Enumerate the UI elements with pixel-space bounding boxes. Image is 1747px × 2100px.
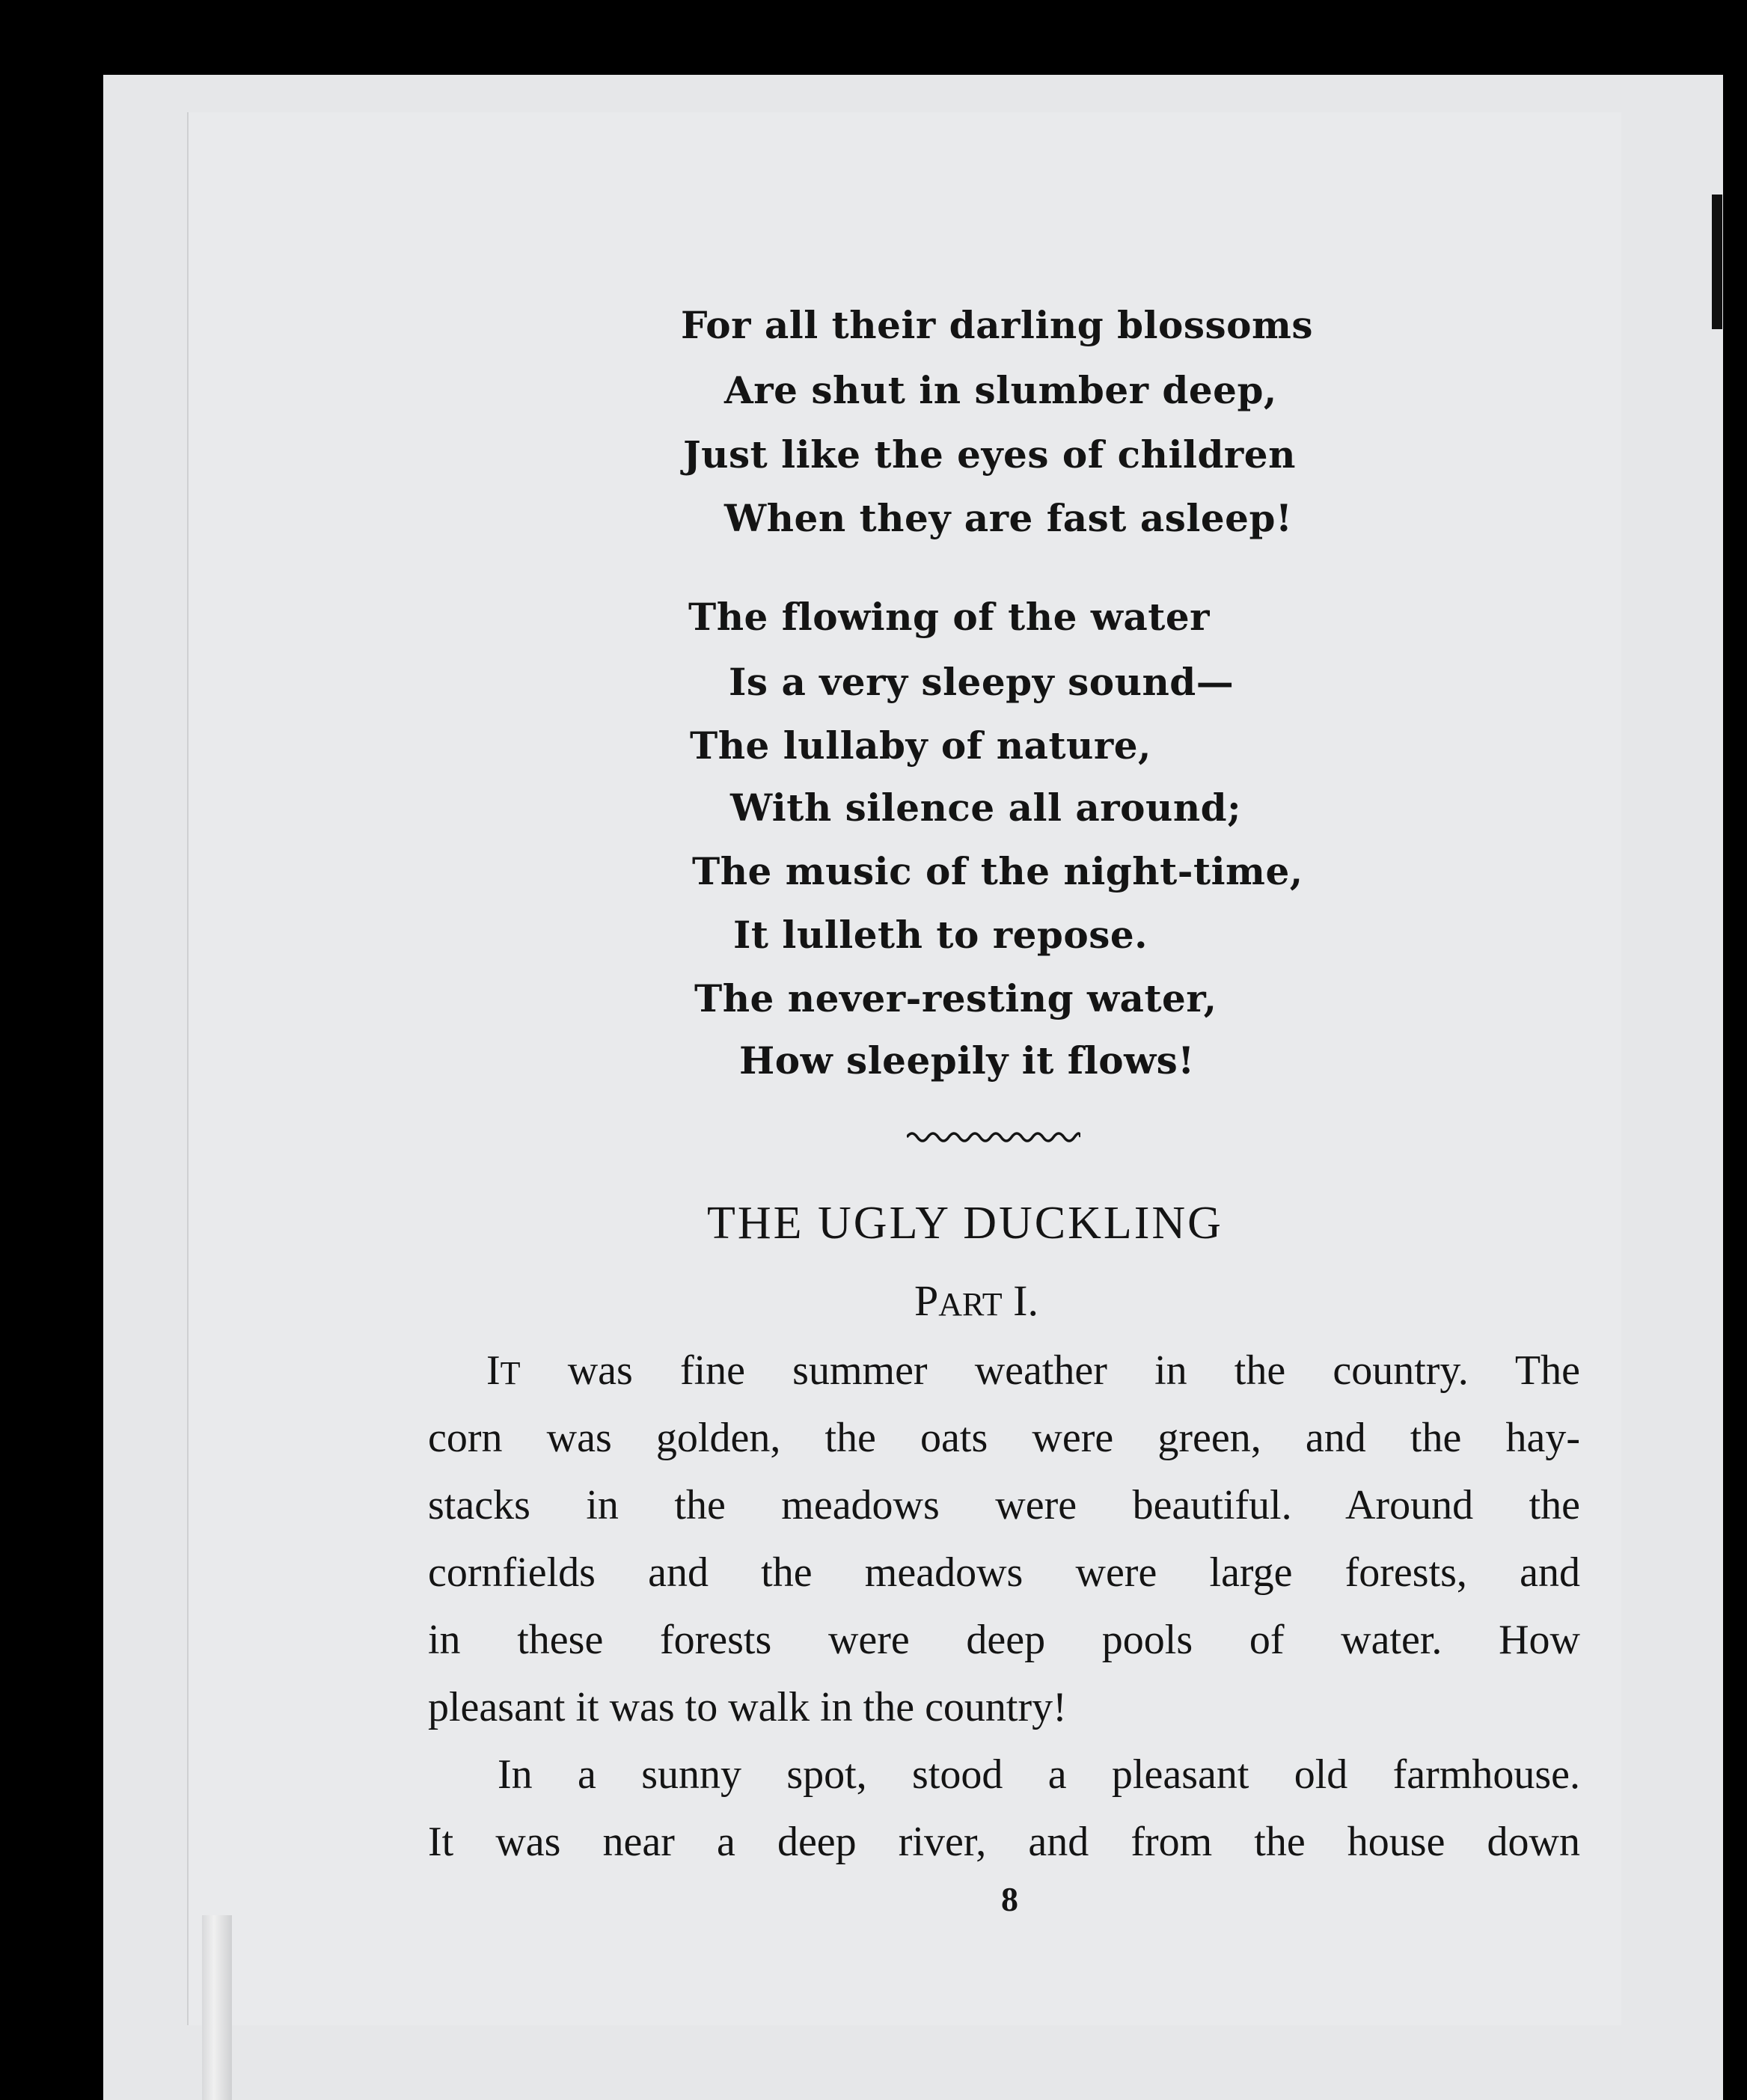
poem-line: Is a very sleepy sound—	[729, 660, 1234, 704]
poem-line: It lulleth to repose.	[733, 913, 1148, 957]
poem-line: Just like the eyes of children	[683, 432, 1296, 477]
poem-line: With silence all around;	[730, 786, 1242, 830]
paragraph-line: in these forests were deep pools of water. How	[428, 1617, 1580, 1663]
paragraph-line: IT was fine summer weather in the country. The	[486, 1347, 1580, 1394]
paragraph-line: pleasant it was to walk in the country!	[428, 1684, 1067, 1730]
page-edge	[202, 1915, 232, 2100]
story-title: THE UGLY DUCKLING	[707, 1198, 1223, 1249]
paragraph-line: stacks in the meadows were beautiful. Around the	[428, 1482, 1580, 1528]
poem-line: When they are fast asleep!	[724, 496, 1293, 540]
paragraph-line: corn was golden, the oats were green, and the hay-	[428, 1415, 1580, 1461]
poem-line: Are shut in slumber deep,	[724, 368, 1277, 412]
paragraph-line: It was near a deep river, and from the house down	[428, 1819, 1580, 1865]
paragraph-line: In a sunny spot, stood a pleasant old farmhouse.	[498, 1751, 1580, 1798]
wavy-divider	[907, 1128, 1080, 1146]
poem-line: The flowing of the water	[688, 595, 1211, 639]
paragraph-line: cornfields and the meadows were large forests, and	[428, 1549, 1580, 1596]
poem-line: The lullaby of nature,	[690, 723, 1151, 768]
poem-line: For all their darling blossoms	[681, 303, 1314, 347]
page-number: 8	[1001, 1880, 1018, 1918]
poem-line: How sleepily it flows!	[739, 1038, 1195, 1083]
part-heading: PART I.	[914, 1276, 1038, 1325]
binding-strip	[1712, 195, 1722, 329]
poem-line: The music of the night-time,	[692, 849, 1303, 893]
poem-line: The never-resting water,	[694, 976, 1217, 1020]
